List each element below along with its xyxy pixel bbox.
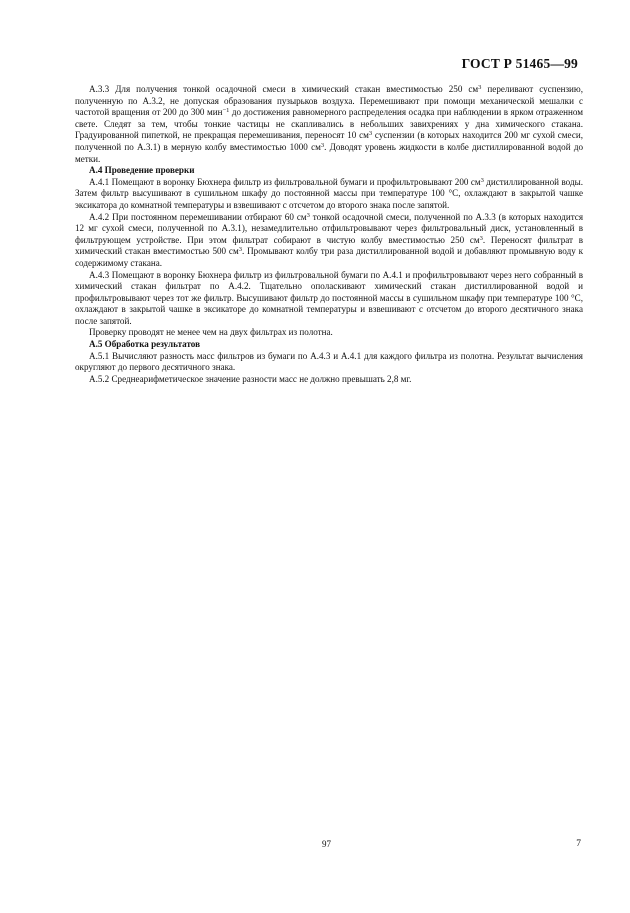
section-heading-a5: А.5 Обработка результатов [89, 339, 201, 350]
paragraph-a52: А.5.2 Среднеарифметическое значение разности масс не должно превышать 2,8 мг. [89, 373, 412, 384]
paragraph-a51: А.5.1 Вычисляют разность масс фильтров из бумаги по А.4.3 и А.4.1 для каждого фильтра из полотна. Результат вычисления округляют до первого десятичного знака. [75, 350, 583, 373]
section-heading-a4: А.4 Проведение проверки [89, 165, 195, 176]
page-number: 7 [576, 839, 581, 849]
document-body [75, 84, 583, 385]
paragraph-check-note: Проверку проводят не менее чем на двух фильтрах из полотна. [89, 327, 333, 338]
paragraph-a42: А.4.2 При постоянном перемешивании отбирают 60 $см^3$ тонкой осадочной смеси, полученной по А.3.3 (в которых находится 12 мг сухой смеси, полученной по А.3.1), незамедлительно отфильтровывают через фильтровальный диск, установленный в фильтрующем устройстве. При этом фильтрат собирают в чистую колбу вместимостью 250 $см^3$. Переносят фильтрат в химический стакан вместимостью 500 $см^3$. Промывают колбу три раза дистиллированной водой и добавляют промывную воду к содержимому стакана. [75, 211, 584, 268]
paragraph-a43: А.4.3 Помещают в воронку Бюхнера фильтр из фильтровальной бумаги по А.4.1 и профильтровывают через него собранный в химический стакан фильтрат по А.4.2. Тщательно ополаскивают химический стакан дистиллированной водой и профильтровывают через тот же фильтр. Высушивают фильтр до постоянной массы в сушильном шкафу при температуре 100 °С, охлаждают в закрытой чашке в эксикаторе до комнатной температуры и взвешивают с отсчетом до второго десятичного знака после запятой. [75, 269, 583, 326]
document-code: ГОСТ Р 51465—99 [461, 56, 578, 71]
paragraph-a33: А.3.3 Для получения тонкой осадочной смеси в химический стакан вместимостью 250 $см^3$ переливают суспензию, полученную по А.3.2, не допуская образования пузырьков воздуха. Перемешивают при помощи механической мешалки с частотой вращения от 200 до 300 мин$^{-1}$ до достижения равномерного распределения осадка при наблюдении в ярком отраженном свете. Следят за тем, чтобы тонкие частицы не скапливались в небольших завихрениях у дна химического стакана. Градуированной пипеткой, не прекращая перемешивания, переносят 10 $см^3$ суспензии (в которых находится 200 мг сухой смеси, полученной по А.3.1) в мерную колбу вместимостью 1000 $см^3$. Доводят уровень жидкости в колбе дистиллированной водой до метки. [75, 84, 584, 164]
paragraph-a41: А.4.1 Помещают в воронку Бюхнера фильтр из фильтровальной бумаги и профильтровывают 200 $см^3$ дистиллированной воды. Затем фильтр высушивают в сушильном шкафу до постоянной массы при температуре 100 °С, охлаждают в закрытой чашке эксикатора до комнатной температуры и взвешивают с отсчетом до второго знака после запятой. [75, 176, 583, 210]
footer-center-number: 97 [322, 839, 331, 849]
